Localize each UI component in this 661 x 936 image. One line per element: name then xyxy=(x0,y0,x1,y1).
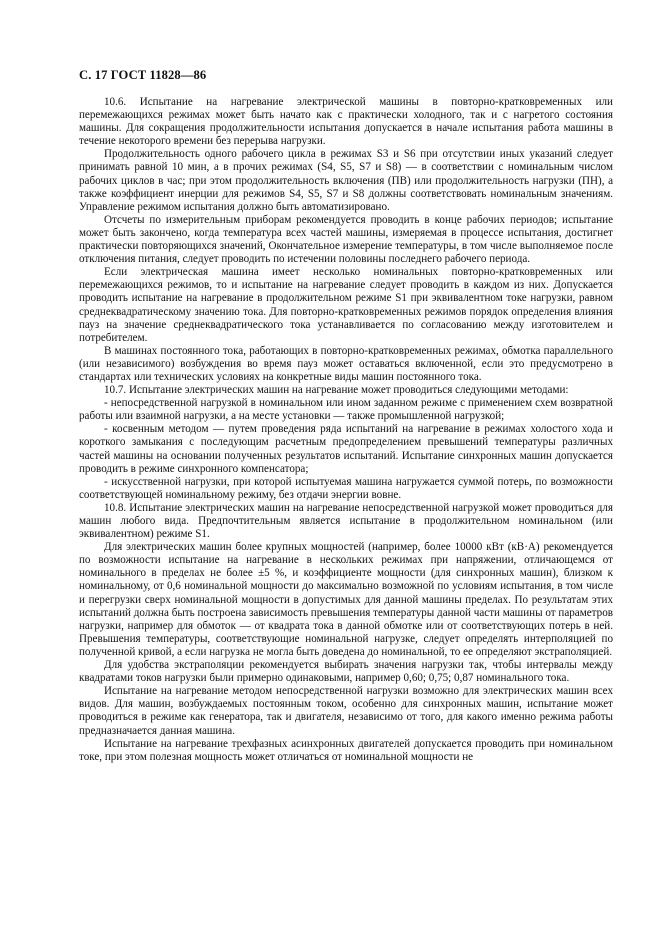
page-header: С. 17 ГОСТ 11828—86 xyxy=(79,68,207,82)
paragraph-direct-load-method: Испытание на нагревание методом непосредственной нагрузки возможно для электрических машин всех видов. Для машин, возбуждаемых постоянным током, особенно для синхронных машин, испытание может проводиться в режиме как генератора, так и двигателя, независимо от того, для какого именно режима работы предназначается данная машина. xyxy=(79,685,613,737)
paragraph-multiple-modes: Если электрическая машина имеет несколько номинальных повторно-кратковременных или перемежающихся режимов, то и испытание на нагревание следует проводить в каждом из них. Допускается проводить испытание на нагревание в продолжительном режиме S1 при эквивалентном токе нагрузки, равном среднеквадратическому значению тока. Для повторно-кратковременных режимов порядок определения влияния пауз на значение среднеквадратического тока устанавливается по согласованию между изготовителем и потребителем. xyxy=(79,266,613,344)
paragraph-10-8: 10.8. Испытание электрических машин на нагревание непосредственной нагрузкой может проводиться для машин любого вида. Предпочтительным является испытание в продолжительном номинальном (или эквивалентном) режиме S1. xyxy=(79,501,613,541)
paragraph-async-motors: Испытание на нагревание трехфазных асинхронных двигателей допускается проводить при номинальном токе, при этом полезная мощность может отличаться от номинальной мощности не xyxy=(79,737,613,763)
paragraph-10-6: 10.6. Испытание на нагревание электрической машины в повторно-кратковременных или перемежающихся режимах может быть начато как с практически холодного, так и с нагретого состояния машины. Для сокращения продолжительности испытания допускается в начале испытания работа машины в течение некоторого времени без перерыва нагрузки. xyxy=(79,96,613,148)
paragraph-10-7: 10.7. Испытание электрических машин на нагревание может проводиться следующими методами: xyxy=(104,384,569,397)
document-body xyxy=(79,96,613,764)
paragraph-readings: Отсчеты по измерительным приборам рекомендуется проводить в конце рабочих периодов; испытание может быть закончено, когда температура всех частей машины, измеряемая в процессе испытания, достигнет практически повторяющихся значений, Окончательное измерение температуры, в том числе выполняемое после отключения питания, следует проводить по истечении половины последнего рабочего периода. xyxy=(79,213,613,266)
list-item-indirect-method: - косвенным методом — путем проведения ряда испытаний на нагревание в режимах холостого хода и короткого замыкания с последующим расчетным предопределением превышений температуры различных частей машины на основании полученных результатов испытаний. Испытание синхронных машин допускается проводить в режиме синхронного компенсатора; xyxy=(79,423,613,475)
paragraph-large-machines: Для электрических машин более крупных мощностей (например, более 10000 кВт (кВ·А) рекомендуется по возможности испытание на нагревание в нескольких режимах при напряжении, отличающемся от номинального в пределах не более ±5 %, и коэффициенте мощности (для синхронных машин), близком к номинальному, от 0,6 номинальной мощности до максимально возможной по условиям испытания, в том числе и перегрузки сверх номинальной мощности в допустимых для данной машины пределах. По результатам этих испытаний должна быть построена зависимость превышения температуры данной части машины от параметров нагрузки, например для обмоток — от квадрата тока в данной обмотке или от соответствующих потерь в ней. Превышения температуры, соответствующие номинальной нагрузке, следует определять интерполяцией по полученной кривой, а если нагрузка не могла быть доведена до номинальной, то ее определяют экстраполяцией. xyxy=(79,541,613,658)
list-item-direct-load: - непосредственной нагрузкой в номинальном или ином заданном режиме с применением схем возвратной работы или взаимной нагрузки, а на месте установки — также промышленной нагрузкой; xyxy=(79,397,613,423)
list-item-artificial-load: - искусственной нагрузки, при которой испытуемая машина нагружается суммой потерь, по возможности соответствующей номинальному режиму, без отдачи энергии вовне. xyxy=(79,475,613,501)
paragraph-cycle-duration: Продолжительность одного рабочего цикла в режимах S3 и S6 при отсутствии иных указаний следует принимать равной 10 мин, а в прочих режимах (S4, S5, S7 и S8) — в соответствии с номинальным числом рабочих циклов в час; при этом продолжительность включения (ПВ) или продолжительность нагрузки (ПН), а также коэффициент инерции для режимов S4, S5, S7 и S8 должны соответствовать номинальным значениям. Управление режимом испытания должно быть автоматизировано. xyxy=(79,148,613,213)
paragraph-dc-machines: В машинах постоянного тока, работающих в повторно-кратковременных режимах, обмотка параллельного (или независимого) возбуждения во время пауз может оставаться включенной, если это предусмотрено в стандартах или технических условиях на конкретные виды машин постоянного тока. xyxy=(79,344,613,383)
paragraph-extrapolation: Для удобства экстраполяции рекомендуется выбирать значения нагрузки так, чтобы интервалы между квадратами токов нагрузки были примерно одинаковыми, например 0,60; 0,75; 0,87 номинального тока. xyxy=(79,659,613,685)
